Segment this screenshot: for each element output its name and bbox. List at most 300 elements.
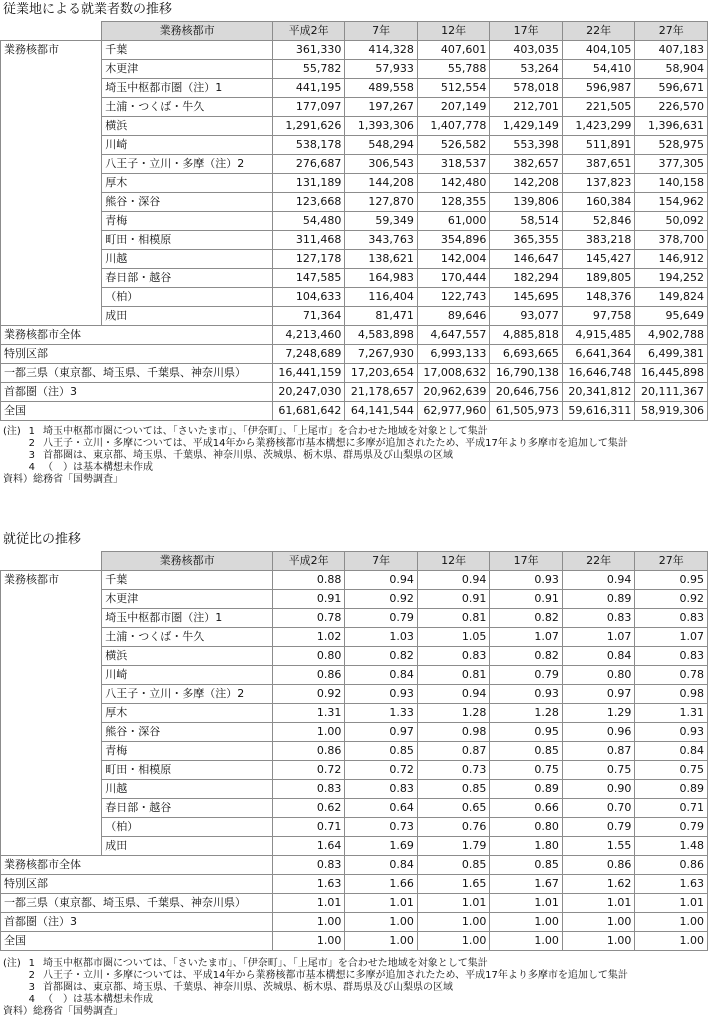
column-header: 7年: [345, 552, 418, 571]
note-text: 埼玉中枢都市圏については、「さいたま市」、「伊奈町」、「上尾市」を合わせた地域を対象として集計: [43, 426, 488, 437]
value-cell: 0.83: [272, 856, 345, 875]
note-number: 2: [28, 438, 35, 449]
value-cell: 0.73: [345, 818, 418, 837]
value-cell: 20,962,639: [417, 383, 490, 402]
value-cell: 1.00: [635, 913, 708, 932]
table-row: [1, 609, 708, 628]
value-cell: 127,870: [345, 193, 418, 212]
value-cell: 131,189: [272, 174, 345, 193]
table-row: [1, 98, 708, 117]
value-cell: 189,805: [562, 269, 635, 288]
value-cell: 0.84: [345, 856, 418, 875]
header-row: [1, 22, 708, 41]
value-cell: 0.91: [417, 590, 490, 609]
value-cell: 1.00: [345, 932, 418, 951]
table-row: [1, 666, 708, 685]
header-blank: [1, 552, 102, 571]
value-cell: 1.00: [417, 932, 490, 951]
value-cell: 0.80: [272, 647, 345, 666]
value-cell: 137,823: [562, 174, 635, 193]
value-cell: 226,570: [635, 98, 708, 117]
value-cell: 1.05: [417, 628, 490, 647]
row-label: 春日部・越谷: [102, 799, 273, 818]
value-cell: 149,824: [635, 288, 708, 307]
header-row: [1, 552, 708, 571]
value-cell: 64,141,544: [345, 402, 418, 421]
table-1-notes: [3, 426, 628, 486]
value-cell: 1.01: [490, 894, 563, 913]
value-cell: 0.97: [562, 685, 635, 704]
row-label: 土浦・つくば・牛久: [102, 628, 273, 647]
source-note: 資料）総務省「国勢調査」: [3, 474, 123, 485]
value-cell: 0.91: [272, 590, 345, 609]
note-lead: [3, 438, 43, 450]
value-cell: 365,355: [490, 231, 563, 250]
row-label: 横浜: [102, 647, 273, 666]
table-row: [1, 174, 708, 193]
table-row: [1, 193, 708, 212]
value-cell: 1.55: [562, 837, 635, 856]
column-header: 業務核都市: [102, 552, 273, 571]
group-label: 業務核都市: [1, 571, 102, 856]
row-label: 八王子・立川・多摩（注）2: [102, 155, 273, 174]
value-cell: 1.29: [562, 704, 635, 723]
value-cell: 1.01: [272, 894, 345, 913]
value-cell: 1,407,778: [417, 117, 490, 136]
note-number: 1: [28, 426, 35, 437]
value-cell: 378,700: [635, 231, 708, 250]
note-lead: [3, 462, 43, 474]
value-cell: 1.80: [490, 837, 563, 856]
value-cell: 212,701: [490, 98, 563, 117]
row-label: 青梅: [102, 212, 273, 231]
value-cell: 58,514: [490, 212, 563, 231]
total-row: [1, 364, 708, 383]
value-cell: 54,410: [562, 60, 635, 79]
value-cell: 81,471: [345, 307, 418, 326]
note-number: 2: [28, 970, 35, 981]
value-cell: 354,896: [417, 231, 490, 250]
value-cell: 0.84: [562, 647, 635, 666]
value-cell: 0.94: [562, 571, 635, 590]
note-line: [3, 462, 628, 474]
total-row-label: 首都圏（注）3: [1, 913, 273, 932]
table-row: [1, 231, 708, 250]
total-row-label: 業務核都市全体: [1, 856, 273, 875]
value-cell: 0.94: [417, 571, 490, 590]
value-cell: 0.80: [562, 666, 635, 685]
header-blank: [1, 22, 102, 41]
column-header: 平成2年: [272, 22, 345, 41]
value-cell: 1.00: [417, 913, 490, 932]
value-cell: 0.75: [562, 761, 635, 780]
value-cell: 311,468: [272, 231, 345, 250]
value-cell: 1.00: [635, 932, 708, 951]
table-row: [1, 288, 708, 307]
value-cell: 16,646,748: [562, 364, 635, 383]
value-cell: 0.62: [272, 799, 345, 818]
value-cell: 0.81: [417, 609, 490, 628]
value-cell: 61,000: [417, 212, 490, 231]
value-cell: 0.90: [562, 780, 635, 799]
value-cell: 0.83: [635, 609, 708, 628]
row-label: 横浜: [102, 117, 273, 136]
value-cell: 154,962: [635, 193, 708, 212]
value-cell: 0.86: [562, 856, 635, 875]
value-cell: 1.67: [490, 875, 563, 894]
value-cell: 0.87: [417, 742, 490, 761]
value-cell: 0.71: [635, 799, 708, 818]
value-cell: 1.00: [562, 913, 635, 932]
value-cell: 0.98: [417, 723, 490, 742]
note-line: [3, 970, 628, 982]
value-cell: 4,915,485: [562, 326, 635, 345]
note-lead: [3, 450, 43, 462]
value-cell: 20,111,367: [635, 383, 708, 402]
value-cell: 1.00: [345, 913, 418, 932]
table-row: [1, 628, 708, 647]
table-row: [1, 647, 708, 666]
value-cell: 382,657: [490, 155, 563, 174]
table-row: [1, 212, 708, 231]
value-cell: 59,349: [345, 212, 418, 231]
value-cell: 17,203,654: [345, 364, 418, 383]
table-row: [1, 590, 708, 609]
value-cell: 1.07: [490, 628, 563, 647]
value-cell: 0.72: [272, 761, 345, 780]
value-cell: 4,213,460: [272, 326, 345, 345]
row-label: 成田: [102, 307, 273, 326]
value-cell: 0.81: [417, 666, 490, 685]
table-row: [1, 761, 708, 780]
total-row-label: 全国: [1, 932, 273, 951]
value-cell: 0.89: [490, 780, 563, 799]
column-header: 17年: [490, 22, 563, 41]
table-row: [1, 837, 708, 856]
value-cell: 0.71: [272, 818, 345, 837]
value-cell: 0.85: [417, 856, 490, 875]
group-label: 業務核都市: [1, 41, 102, 326]
value-cell: 383,218: [562, 231, 635, 250]
value-cell: 0.72: [345, 761, 418, 780]
note-text: （ ）は基本構想未作成: [43, 994, 153, 1005]
row-label: 青梅: [102, 742, 273, 761]
row-label: 川越: [102, 250, 273, 269]
value-cell: 407,183: [635, 41, 708, 60]
value-cell: 146,647: [490, 250, 563, 269]
value-cell: 1,393,306: [345, 117, 418, 136]
value-cell: 4,583,898: [345, 326, 418, 345]
table-row: [1, 155, 708, 174]
value-cell: 0.95: [490, 723, 563, 742]
value-cell: 1.31: [272, 704, 345, 723]
value-cell: 548,294: [345, 136, 418, 155]
value-cell: 538,178: [272, 136, 345, 155]
value-cell: 1.63: [272, 875, 345, 894]
value-cell: 1,291,626: [272, 117, 345, 136]
table-row: [1, 780, 708, 799]
total-row: [1, 913, 708, 932]
value-cell: 0.85: [345, 742, 418, 761]
value-cell: 1.00: [272, 932, 345, 951]
value-cell: 1.62: [562, 875, 635, 894]
value-cell: 182,294: [490, 269, 563, 288]
table-row: [1, 799, 708, 818]
note-number: 4: [28, 994, 35, 1005]
value-cell: 1.00: [562, 932, 635, 951]
value-cell: 138,621: [345, 250, 418, 269]
table-row: [1, 41, 708, 60]
value-cell: 1.02: [272, 628, 345, 647]
value-cell: 1.69: [345, 837, 418, 856]
total-row: [1, 383, 708, 402]
total-row: [1, 856, 708, 875]
row-label: 木更津: [102, 60, 273, 79]
value-cell: 0.65: [417, 799, 490, 818]
row-label: 成田: [102, 837, 273, 856]
column-header: 業務核都市: [102, 22, 273, 41]
column-header: 12年: [417, 22, 490, 41]
value-cell: 0.79: [345, 609, 418, 628]
value-cell: 16,445,898: [635, 364, 708, 383]
value-cell: 361,330: [272, 41, 345, 60]
value-cell: 54,480: [272, 212, 345, 231]
table-row: [1, 60, 708, 79]
note-text: （ ）は基本構想未作成: [43, 462, 153, 473]
value-cell: 0.79: [562, 818, 635, 837]
value-cell: 1.31: [635, 704, 708, 723]
value-cell: 16,790,138: [490, 364, 563, 383]
value-cell: 489,558: [345, 79, 418, 98]
value-cell: 61,681,642: [272, 402, 345, 421]
value-cell: 0.85: [490, 742, 563, 761]
value-cell: 71,364: [272, 307, 345, 326]
table-row: [1, 685, 708, 704]
value-cell: 20,646,756: [490, 383, 563, 402]
table-row: [1, 742, 708, 761]
note-lead: [3, 994, 43, 1006]
value-cell: 142,208: [490, 174, 563, 193]
value-cell: 306,543: [345, 155, 418, 174]
value-cell: 1.07: [635, 628, 708, 647]
value-cell: 404,105: [562, 41, 635, 60]
value-cell: 511,891: [562, 136, 635, 155]
value-cell: 55,782: [272, 60, 345, 79]
value-cell: 0.75: [490, 761, 563, 780]
value-cell: 164,983: [345, 269, 418, 288]
value-cell: 0.83: [417, 647, 490, 666]
table-row: [1, 250, 708, 269]
value-cell: 95,649: [635, 307, 708, 326]
note-lead: [3, 970, 43, 982]
value-cell: 1,423,299: [562, 117, 635, 136]
value-cell: 1,429,149: [490, 117, 563, 136]
value-cell: 0.88: [272, 571, 345, 590]
value-cell: 0.89: [635, 780, 708, 799]
value-cell: 0.79: [490, 666, 563, 685]
row-label: （柏）: [102, 288, 273, 307]
table-1-title: 従業地による就業者数の推移: [3, 2, 173, 17]
value-cell: 4,885,818: [490, 326, 563, 345]
value-cell: 58,904: [635, 60, 708, 79]
value-cell: 1.01: [635, 894, 708, 913]
value-cell: 1.01: [417, 894, 490, 913]
value-cell: 1.33: [345, 704, 418, 723]
value-cell: 0.79: [635, 818, 708, 837]
value-cell: 0.76: [417, 818, 490, 837]
value-cell: 1.64: [272, 837, 345, 856]
employment-table: [0, 21, 708, 421]
value-cell: 221,505: [562, 98, 635, 117]
column-header: 12年: [417, 552, 490, 571]
value-cell: 0.91: [490, 590, 563, 609]
table-row: [1, 136, 708, 155]
table-row: [1, 818, 708, 837]
note-line: [3, 958, 628, 970]
total-row-label: 一都三県（東京都、埼玉県、千葉県、神奈川県）: [1, 364, 273, 383]
value-cell: 16,441,159: [272, 364, 345, 383]
value-cell: 89,646: [417, 307, 490, 326]
value-cell: 7,267,930: [345, 345, 418, 364]
total-row: [1, 326, 708, 345]
value-cell: 578,018: [490, 79, 563, 98]
value-cell: 197,267: [345, 98, 418, 117]
value-cell: 0.93: [490, 685, 563, 704]
value-cell: 0.70: [562, 799, 635, 818]
row-label: 熊谷・深谷: [102, 193, 273, 212]
value-cell: 1.65: [417, 875, 490, 894]
value-cell: 1.00: [490, 913, 563, 932]
note-lead: [3, 982, 43, 994]
value-cell: 0.82: [345, 647, 418, 666]
total-row-label: 特別区部: [1, 875, 273, 894]
column-header: 27年: [635, 552, 708, 571]
value-cell: 116,404: [345, 288, 418, 307]
value-cell: 0.78: [635, 666, 708, 685]
value-cell: 6,993,133: [417, 345, 490, 364]
total-row: [1, 894, 708, 913]
value-cell: 123,668: [272, 193, 345, 212]
value-cell: 160,384: [562, 193, 635, 212]
ratio-table: [0, 551, 708, 951]
value-cell: 139,806: [490, 193, 563, 212]
value-cell: 0.84: [635, 742, 708, 761]
row-label: 八王子・立川・多摩（注）2: [102, 685, 273, 704]
row-label: 厚木: [102, 704, 273, 723]
value-cell: 276,687: [272, 155, 345, 174]
note-number: 3: [28, 450, 35, 461]
value-cell: 0.83: [272, 780, 345, 799]
total-row-label: 特別区部: [1, 345, 273, 364]
value-cell: 4,647,557: [417, 326, 490, 345]
value-cell: 1.79: [417, 837, 490, 856]
value-cell: 0.98: [635, 685, 708, 704]
total-row: [1, 345, 708, 364]
table-row: [1, 79, 708, 98]
value-cell: 7,248,689: [272, 345, 345, 364]
note-text: 首都圏は、東京都、埼玉県、千葉県、神奈川県、茨城県、栃木県、群馬県及び山梨県の区域: [43, 982, 453, 993]
total-row-label: 全国: [1, 402, 273, 421]
value-cell: 0.83: [635, 647, 708, 666]
row-label: 町田・相模原: [102, 761, 273, 780]
value-cell: 512,554: [417, 79, 490, 98]
table-row: [1, 704, 708, 723]
value-cell: 122,743: [417, 288, 490, 307]
value-cell: 57,933: [345, 60, 418, 79]
note-text: 八王子・立川・多摩については、平成14年から業務核都市基本構想に多摩が追加されたため、平成17年より多摩市を追加して集計: [43, 438, 628, 449]
row-label: 春日部・越谷: [102, 269, 273, 288]
value-cell: 0.94: [345, 571, 418, 590]
value-cell: 0.86: [272, 742, 345, 761]
row-label: 埼玉中枢都市圏（注）1: [102, 609, 273, 628]
value-cell: 553,398: [490, 136, 563, 155]
value-cell: 1.01: [562, 894, 635, 913]
value-cell: 6,499,381: [635, 345, 708, 364]
value-cell: 1.03: [345, 628, 418, 647]
value-cell: 0.97: [345, 723, 418, 742]
total-row-label: 首都圏（注）3: [1, 383, 273, 402]
note-text: 首都圏は、東京都、埼玉県、千葉県、神奈川県、茨城県、栃木県、群馬県及び山梨県の区域: [43, 450, 453, 461]
total-row: [1, 402, 708, 421]
value-cell: 0.85: [417, 780, 490, 799]
row-label: 川崎: [102, 666, 273, 685]
note-number: 3: [28, 982, 35, 993]
row-label: 川崎: [102, 136, 273, 155]
table-2-title: 就従比の推移: [3, 532, 82, 547]
total-row-label: 一都三県（東京都、埼玉県、千葉県、神奈川県）: [1, 894, 273, 913]
value-cell: 1.48: [635, 837, 708, 856]
value-cell: 97,758: [562, 307, 635, 326]
value-cell: 142,480: [417, 174, 490, 193]
note-text: 八王子・立川・多摩については、平成14年から業務核都市基本構想に多摩が追加されたため、平成17年より多摩市を追加して集計: [43, 970, 628, 981]
row-label: 千葉: [102, 571, 273, 590]
value-cell: 0.93: [635, 723, 708, 742]
value-cell: 0.92: [272, 685, 345, 704]
value-cell: 0.95: [635, 571, 708, 590]
value-cell: 20,247,030: [272, 383, 345, 402]
value-cell: 441,195: [272, 79, 345, 98]
value-cell: 146,912: [635, 250, 708, 269]
table-row: [1, 269, 708, 288]
table-row: [1, 571, 708, 590]
column-header: 22年: [562, 552, 635, 571]
value-cell: 0.92: [345, 590, 418, 609]
value-cell: 140,158: [635, 174, 708, 193]
note-number: 4: [28, 462, 35, 473]
value-cell: 414,328: [345, 41, 418, 60]
note-line: [3, 982, 628, 994]
value-cell: 596,671: [635, 79, 708, 98]
value-cell: 104,633: [272, 288, 345, 307]
value-cell: 318,537: [417, 155, 490, 174]
value-cell: 50,092: [635, 212, 708, 231]
value-cell: 0.80: [490, 818, 563, 837]
row-label: （柏）: [102, 818, 273, 837]
value-cell: 0.84: [345, 666, 418, 685]
value-cell: 145,427: [562, 250, 635, 269]
value-cell: 528,975: [635, 136, 708, 155]
value-cell: 0.75: [635, 761, 708, 780]
value-cell: 387,651: [562, 155, 635, 174]
value-cell: 596,987: [562, 79, 635, 98]
value-cell: 0.64: [345, 799, 418, 818]
total-row-label: 業務核都市全体: [1, 326, 273, 345]
value-cell: 0.78: [272, 609, 345, 628]
value-cell: 1.28: [490, 704, 563, 723]
value-cell: 147,585: [272, 269, 345, 288]
value-cell: 55,788: [417, 60, 490, 79]
row-label: 厚木: [102, 174, 273, 193]
